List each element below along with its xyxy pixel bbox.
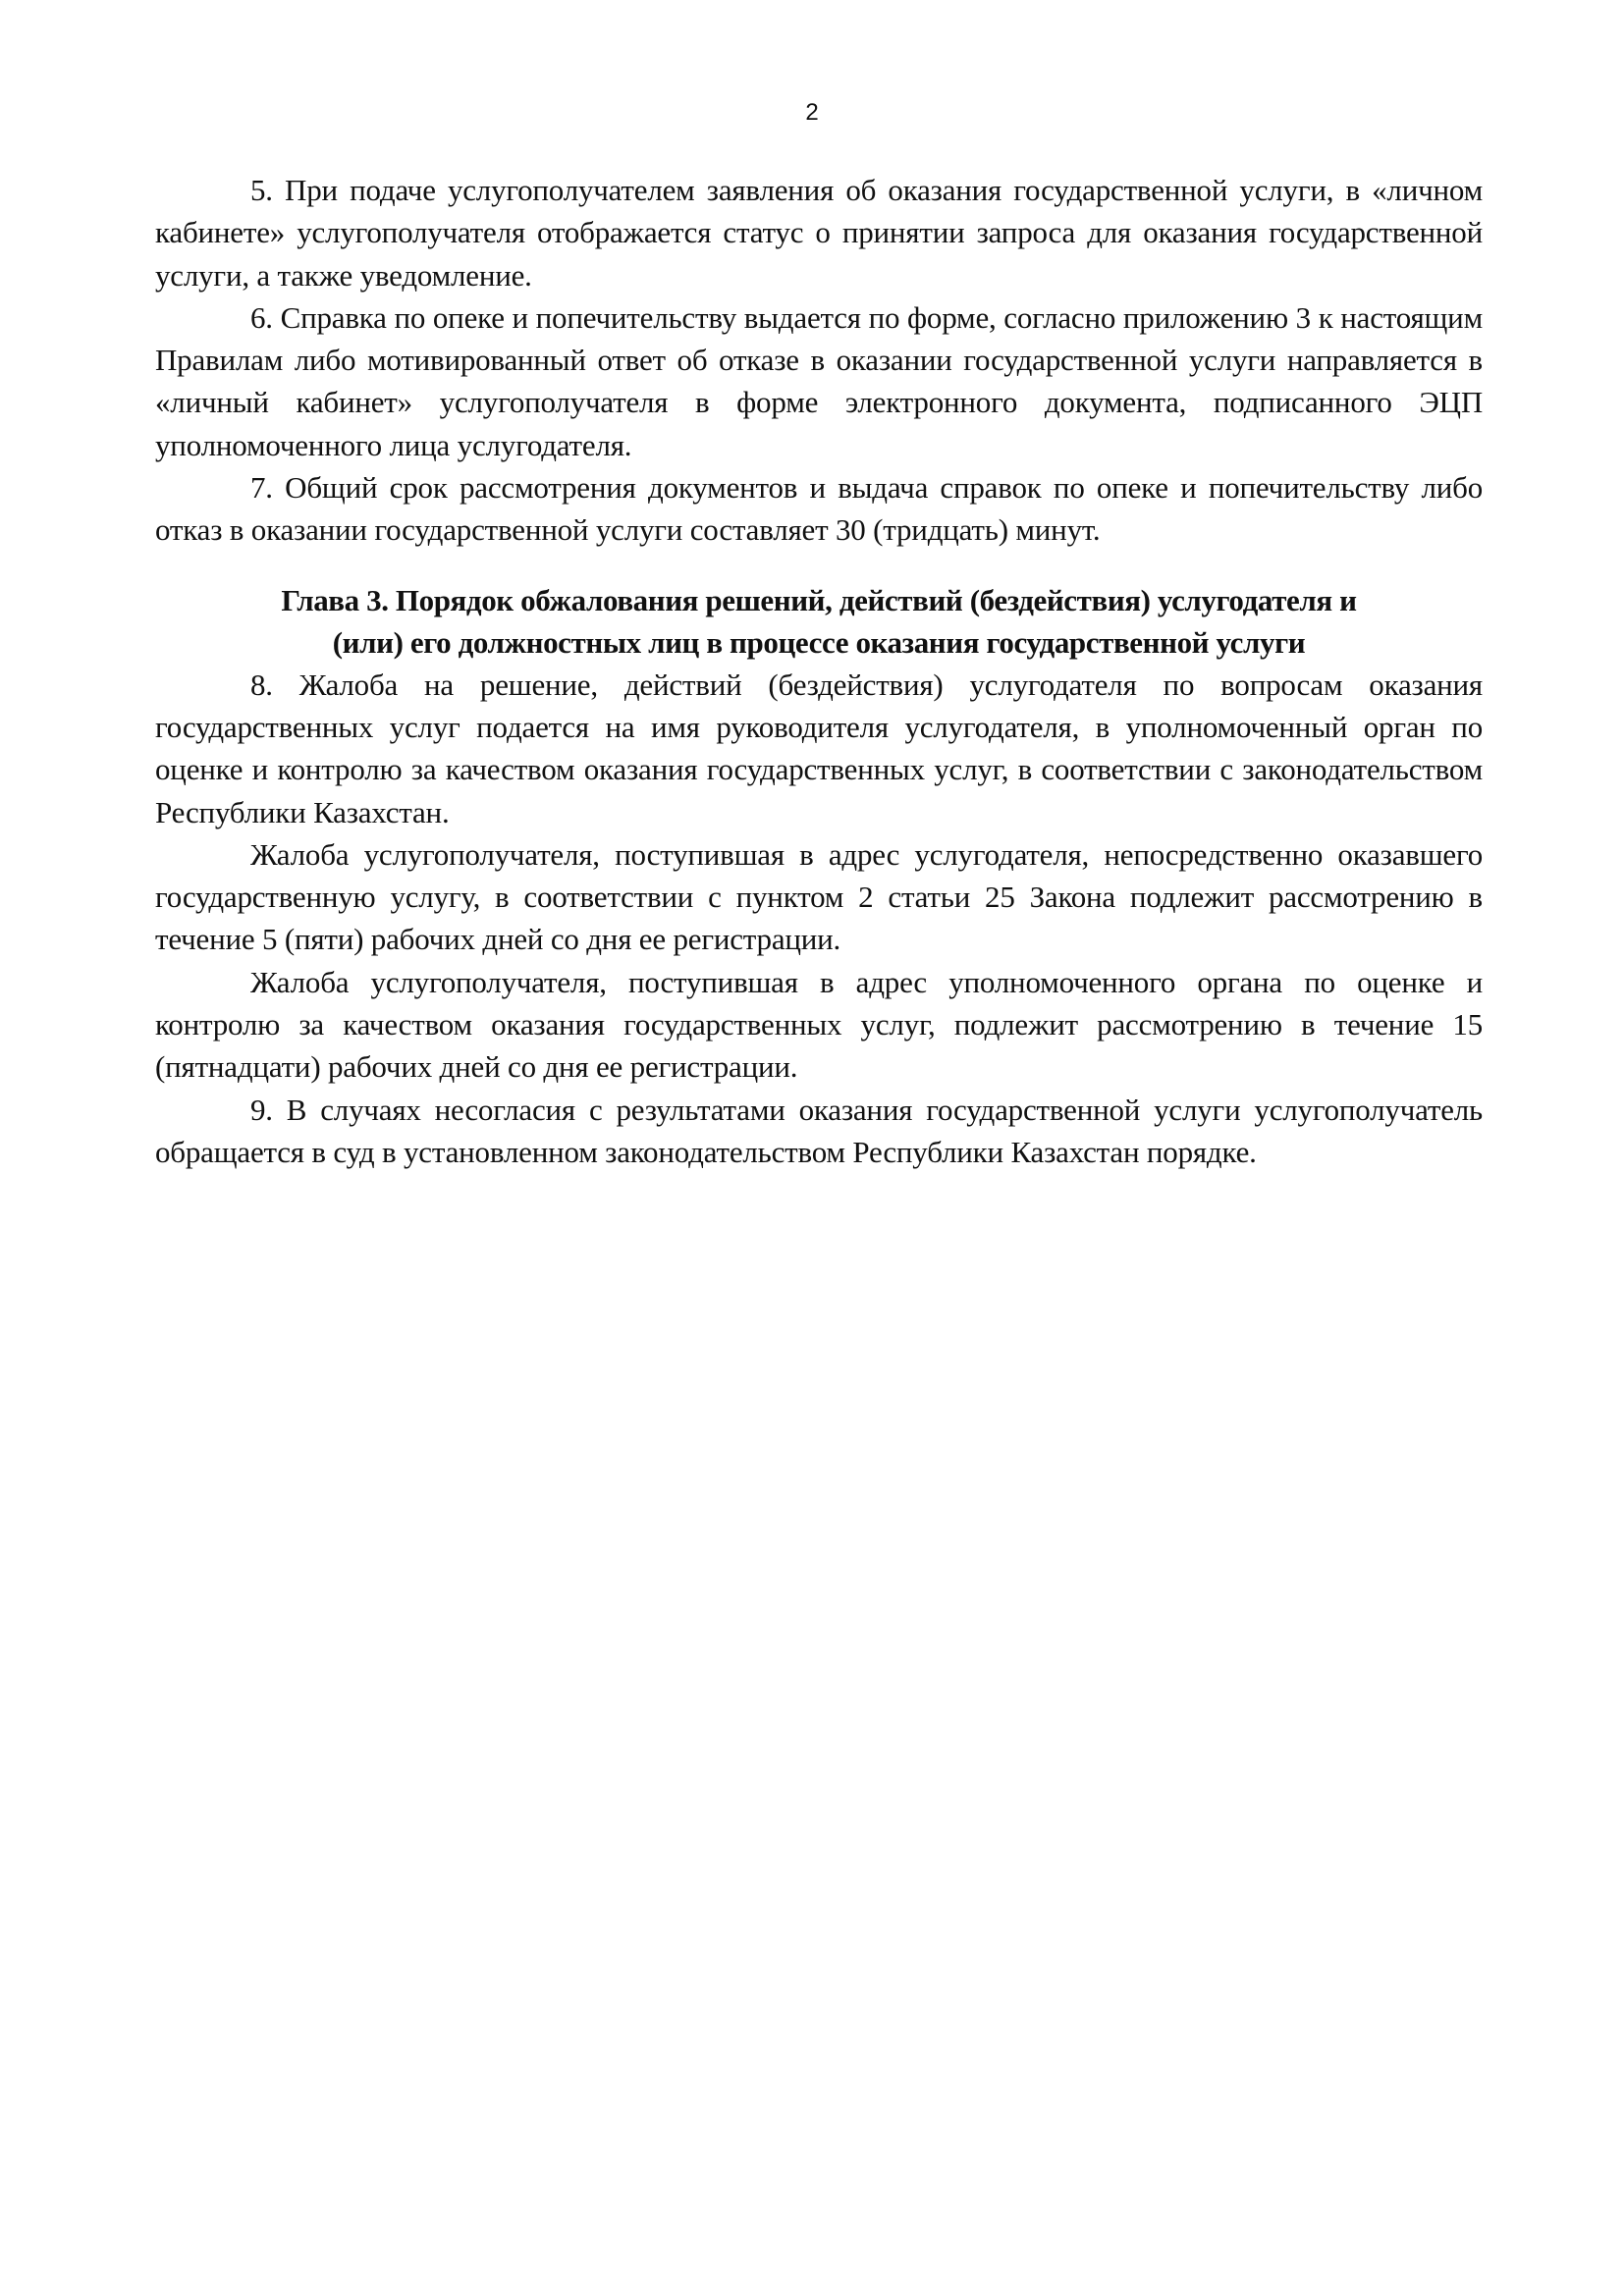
page-number: 2 <box>805 99 819 126</box>
paragraph-6: 6. Справка по опеке и попечительству выдается по форме, согласно приложению 3 к настоящим Правилам либо мотивированный ответ об отказе в оказании государственной услуги направляется в «личный кабинет» услугополучателя в форме электронного документа, подписанного ЭЦП уполномоченного лица услугодателя. <box>155 299 1483 462</box>
paragraph-8: 8. Жалоба на решение, действий (бездействия) услугодателя по вопросам оказания государственных услуг подается на имя руководителя услугодателя, в уполномоченный орган по оценке и контролю за качеством оказания государственных услуг, в соответствии с законодательством Республики Казахстан. <box>155 667 1483 829</box>
paragraph-7: 7. Общий срок рассмотрения документов и выдача справок по опеке и попечительству либо отказ в оказании государственной услуги составляет 30 (тридцать) минут. <box>155 470 1483 548</box>
paragraph-complaint-authority: Жалоба услугополучателя, поступившая в адрес уполномоченного органа по оценке и контролю за качеством оказания государственных услуг, подлежит рассмотрению в течение 15 (пятнадцати) рабочих дней со дня ее регистрации. <box>155 964 1483 1085</box>
chapter-3-heading <box>155 579 1483 664</box>
paragraph-5: 5. При подаче услугополучателем заявления об оказания государственной услуги, в «личном кабинете» услугополучателя отображается статус о принятии запроса для оказания государственной услуги, а также уведомление. <box>155 173 1483 293</box>
chapter-3-heading-line-1: Глава 3. Порядок обжалования решений, действий (бездействия) услугодателя и <box>281 582 1357 617</box>
paragraph-9: 9. В случаях несогласия с результатами оказания государственной услуги услугополучатель обращается в суд в установленном законодательством Республики Казахстан порядке. <box>155 1092 1483 1169</box>
document-body <box>155 169 1483 1173</box>
paragraph-complaint-provider: Жалоба услугополучателя, поступившая в адрес услугодателя, непосредственно оказавшего государственную услугу, в соответствии с пунктом 2 статьи 25 Закона подлежит рассмотрению в течение 5 (пяти) рабочих дней со дня ее регистрации. <box>155 836 1483 957</box>
chapter-3-heading-line-2: (или) его должностных лиц в процессе оказания государственной услуги <box>332 624 1306 660</box>
